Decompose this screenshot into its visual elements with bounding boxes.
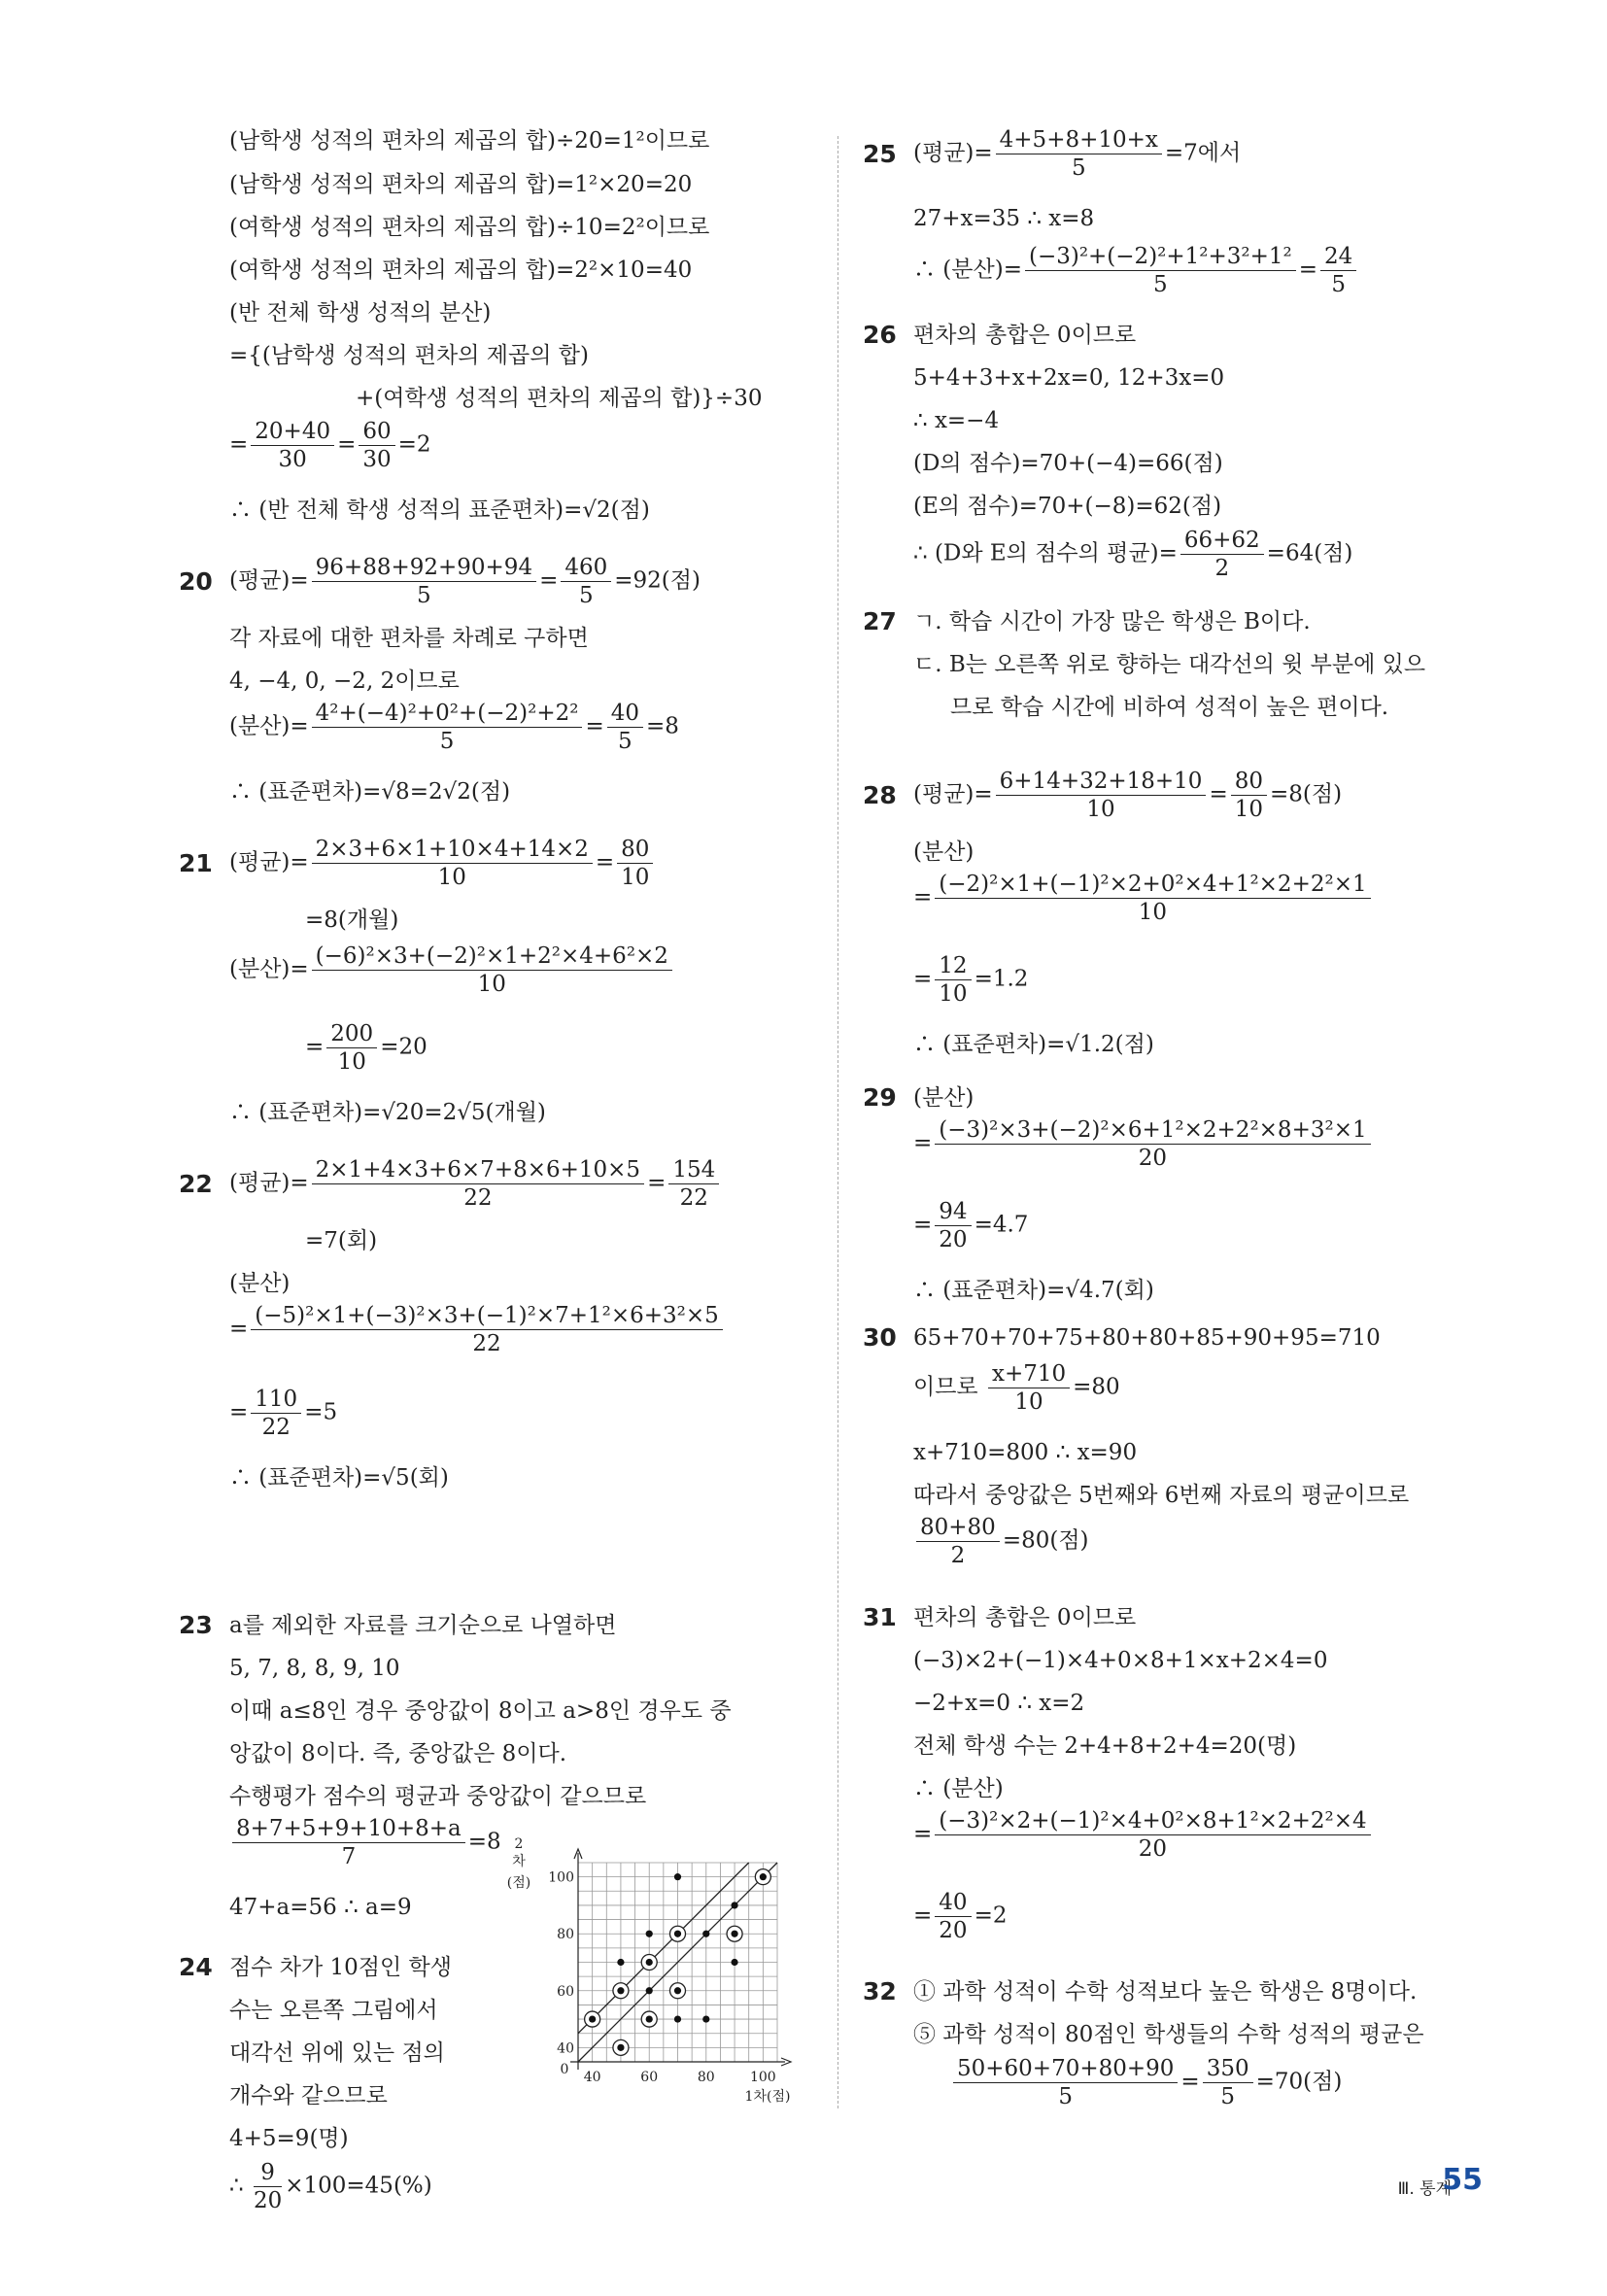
problem-number: 30 xyxy=(863,1323,897,1352)
text-line: ∴ (반 전체 학생 성적의 표준편차)=√2(점) xyxy=(229,497,650,523)
problem-number: 26 xyxy=(863,321,897,349)
math-line: (평균)= $\frac{6+14+32+18+10}{10}$ = $\frac{80}{10}$ =8(점) xyxy=(913,769,1343,822)
math-line: ∴ (D와 E의 점수의 평균)= $\frac{66+62}{2}$ =64(점) xyxy=(913,528,1353,581)
text-line: 편차의 총합은 0이므로 xyxy=(913,1605,1137,1630)
text-line: (남학생 성적의 편차의 제곱의 합)÷20=1²이므로 xyxy=(229,128,710,154)
text-line: =8(개월) xyxy=(305,908,399,933)
text-line: ∴ (표준편차)=√20=2√5(개월) xyxy=(229,1100,546,1125)
scatter-point xyxy=(674,1931,681,1937)
text-line: 수는 오른쪽 그림에서 xyxy=(229,1998,438,2023)
text-line: ㄱ. 학습 시간이 가장 많은 학생은 B이다. xyxy=(913,609,1311,634)
math-line: = $\frac{94}{20}$ =4.7 xyxy=(913,1199,1029,1252)
text-line: 전체 학생 수는 2+4+8+2+4=20(명) xyxy=(913,1733,1297,1759)
section-label: Ⅲ. 통계 xyxy=(1397,2179,1452,2199)
text-line: 수행평가 점수의 평균과 중앙값이 같으므로 xyxy=(229,1784,647,1809)
fraction: $\frac{24}{5}$ xyxy=(1320,243,1356,298)
scatter-point xyxy=(646,2015,653,2022)
math-line: = $\frac{20+40}{30}$ = $\frac{60}{30}$ =2 xyxy=(229,419,431,472)
fraction: $\frac{460}{5}$ xyxy=(561,554,611,609)
text-line: 65+70+70+75+80+80+85+90+95=710 xyxy=(913,1325,1381,1351)
problem-number: 21 xyxy=(179,849,213,877)
text-line: 앙값이 8이다. 즉, 중앙값은 8이다. xyxy=(229,1741,567,1766)
x-axis-label: 1차(점) xyxy=(744,2089,791,2105)
fraction: $\frac{4+5+8+10+x}{5}$ xyxy=(996,126,1162,182)
math-line: = $\frac{40}{20}$ =2 xyxy=(913,1890,1008,1943)
fraction: $\frac{\text{(−3)²×2+(−1)²×4+0²×8+1²×2+2²×4}}{20}$ xyxy=(935,1807,1370,1863)
text-line: 5, 7, 8, 8, 9, 10 xyxy=(229,1656,400,1681)
fraction: $\frac{\text{4²+(−4)²+0²+(−2)²+2²}}{5}$ xyxy=(312,700,583,755)
fraction: $\frac{\text{(−5)²×1+(−3)²×3+(−1)²×7+1²×6+3²×5}}{22}$ xyxy=(251,1302,723,1357)
math-line: 이므로 $\frac{x+710}{10}$ =80 xyxy=(913,1361,1120,1415)
text-line: 이때 a≤8인 경우 중앙값이 8이고 a>8인 경우도 중 xyxy=(229,1698,732,1724)
fraction: $\frac{40}{5}$ xyxy=(607,700,643,755)
fraction: $\frac{\text{(−6)²×3+(−2)²×1+2²×4+6²×2}}{10}$ xyxy=(312,942,672,998)
fraction: $\frac{350}{5}$ xyxy=(1203,2055,1253,2110)
text-line: (여학생 성적의 편차의 제곱의 합)=2²×10=40 xyxy=(229,257,693,283)
text-line: (분산) xyxy=(913,840,974,865)
math-line: (평균)= $\frac{2\times 3+6\times 1+10\times 4+14\times 2}{10}$ = $\frac{80}{10}$ xyxy=(229,836,656,891)
fraction: $\frac{94}{20}$ xyxy=(935,1198,971,1253)
math-line: (평균)= $\frac{4+5+8+10+x}{5}$ =7에서 xyxy=(913,127,1242,181)
text-line: ∴ (표준편차)=√1.2(점) xyxy=(913,1032,1154,1057)
text-line: (−3)×2+(−1)×4+0×8+1×x+2×4=0 xyxy=(913,1648,1328,1673)
text-line: 점수 차가 10점인 학생 xyxy=(229,1955,452,1980)
math-line: $\frac{8+7+5+9+10+8+a}{7}$ =8 xyxy=(229,1815,501,1870)
text-line: 4, −4, 0, −2, 2이므로 xyxy=(229,668,460,694)
problem-number: 27 xyxy=(863,607,897,635)
scatter-point xyxy=(674,2015,681,2022)
text-line: 대각선 위에 있는 점의 xyxy=(229,2040,445,2066)
text-line: ∴ (분산) xyxy=(913,1776,1004,1801)
math-line: (분산)= $\frac{\text{4²+(−4)²+0²+(−2)²+2²}}{5}$ = $\frac{40}{5}$ =8 xyxy=(229,701,679,754)
text-line: ∴ (표준편차)=√8=2√2(점) xyxy=(229,779,511,805)
problem-number: 22 xyxy=(179,1170,213,1198)
text-line: (반 전체 학생 성적의 분산) xyxy=(229,300,492,326)
fraction: $\frac{x+710}{10}$ xyxy=(988,1360,1070,1416)
scatter-point xyxy=(617,1959,624,1966)
text-line: 편차의 총합은 0이므로 xyxy=(913,323,1137,348)
fraction: $\frac{\text{(−3)²×3+(−2)²×6+1²×2+2²×8+3²×1}}{20}$ xyxy=(935,1116,1370,1172)
text-line: ∴ (표준편차)=√5(회) xyxy=(229,1465,449,1491)
problem-number: 24 xyxy=(179,1953,213,1981)
y-tick-label: 100 xyxy=(548,1869,574,1886)
fraction: $\frac{8+7+5+9+10+8+a}{7}$ xyxy=(232,1815,465,1870)
y-tick-label: 40 xyxy=(557,2040,574,2057)
fraction: $\frac{96+88+92+90+94}{5}$ xyxy=(312,554,536,609)
x-tick-label: 100 xyxy=(749,2070,776,2085)
x-tick-label: 80 xyxy=(697,2070,715,2085)
y-axis-unit: (점) xyxy=(506,1875,531,1891)
text-line: (여학생 성적의 편차의 제곱의 합)÷10=2²이므로 xyxy=(229,215,710,240)
scatter-plot xyxy=(505,1827,797,2118)
text-line: ∴ (표준편차)=√4.7(회) xyxy=(913,1278,1154,1303)
fraction: $\frac{80}{10}$ xyxy=(1231,768,1267,823)
math-line: (평균)= $\frac{96+88+92+90+94}{5}$ = $\frac{460}{5}$ =92(점) xyxy=(229,555,701,608)
scatter-point xyxy=(731,1959,737,1966)
fraction: $\frac{50+60+70+80+90}{5}$ xyxy=(953,2055,1178,2110)
text-line: (D의 점수)=70+(−4)=66(점) xyxy=(913,451,1223,476)
scatter-point xyxy=(646,1931,653,1937)
x-tick-label: 60 xyxy=(640,2070,659,2085)
math-line: $\frac{50+60+70+80+90}{5}$ = $\frac{350}{5}$ =70(점) xyxy=(950,2055,1342,2110)
scatter-point xyxy=(702,1931,709,1937)
scatter-point xyxy=(674,1873,681,1880)
y-tick-label: 60 xyxy=(557,1983,574,2000)
text-line: 4+5=9(명) xyxy=(229,2126,349,2151)
fraction: $\frac{66+62}{2}$ xyxy=(1180,527,1264,582)
text-line: x+710=800 ∴ x=90 xyxy=(913,1440,1138,1465)
text-line: ① 과학 성적이 수학 성적보다 높은 학생은 8명이다. xyxy=(913,1979,1418,2005)
text-line: 5+4+3+x+2x=0, 12+3x=0 xyxy=(913,365,1225,391)
fraction: $\frac{20+40}{30}$ xyxy=(251,418,334,473)
y-tick-label: 80 xyxy=(557,1927,574,1943)
fraction: $\frac{\text{(−2)²×1+(−1)²×2+0²×4+1²×2+2²×1}}{10}$ xyxy=(935,871,1370,926)
text-line: ={(남학생 성적의 편차의 제곱의 합) xyxy=(229,343,589,368)
text-line: 47+a=56 ∴ a=9 xyxy=(229,1895,412,1920)
problem-number: 32 xyxy=(863,1977,897,2005)
fraction: $\frac{\text{(−3)²+(−2)²+1²+3²+1²}}{5}$ xyxy=(1025,243,1296,298)
scatter-point xyxy=(617,1987,624,1994)
scatter-point xyxy=(760,1873,767,1880)
fraction: $\frac{2\times 3+6\times 1+10\times 4+14\times 2}{10}$ xyxy=(312,836,593,891)
fraction: $\frac{12}{10}$ xyxy=(935,952,971,1008)
fraction: $\frac{6+14+32+18+10}{10}$ xyxy=(996,768,1207,823)
math-line: (분산)= $\frac{\text{(−6)²×3+(−2)²×1+2²×4+6²×2}}{10}$ xyxy=(229,942,675,998)
math-line: = $\frac{\text{(−3)²×2+(−1)²×4+0²×8+1²×2+2²×4}}{20}$ xyxy=(913,1807,1374,1863)
text-line: 27+x=35 ∴ x=8 xyxy=(913,206,1095,231)
text-line: +(여학생 성적의 편차의 제곱의 합)}÷30 xyxy=(356,386,763,411)
x-tick-label: 0 xyxy=(560,2062,569,2077)
text-line: 각 자료에 대한 편차를 차례로 구하면 xyxy=(229,626,589,651)
math-line: ∴ (분산)= $\frac{\text{(−3)²+(−2)²+1²+3²+1²}}{5}$ = $\frac{24}{5}$ xyxy=(913,243,1359,298)
problem-number: 31 xyxy=(863,1603,897,1631)
scatter-point xyxy=(731,1902,737,1908)
math-line: $\frac{80+80}{2}$ =80(점) xyxy=(913,1514,1089,1569)
problem-number: 28 xyxy=(863,781,897,809)
text-line: a를 제외한 자료를 크기순으로 나열하면 xyxy=(229,1613,617,1638)
text-line: (남학생 성적의 편차의 제곱의 합)=1²×20=20 xyxy=(229,172,693,197)
fraction: $\frac{154}{22}$ xyxy=(668,1156,719,1212)
text-line: (분산) xyxy=(913,1085,974,1111)
math-line: = $\frac{\text{(−5)²×1+(−3)²×3+(−1)²×7+1²×6+3²×5}}{22}$ xyxy=(229,1302,726,1357)
fraction: $\frac{60}{30}$ xyxy=(359,418,394,473)
math-line: = $\frac{\text{(−2)²×1+(−1)²×2+0²×4+1²×2+2²×1}}{10}$ xyxy=(913,871,1374,926)
text-line: 따라서 중앙값은 5번째와 6번째 자료의 평균이므로 xyxy=(913,1483,1410,1508)
x-tick-label: 40 xyxy=(583,2070,601,2085)
math-line: = $\frac{\text{(−3)²×3+(−2)²×6+1²×2+2²×8+3²×1}}{20}$ xyxy=(913,1116,1374,1172)
math-line: (평균)= $\frac{2\times 1+4\times 3+6\times 7+8\times 6+10\times 5}{22}$ = $\frac{154}{22}$ xyxy=(229,1156,722,1212)
y-axis-label: 차 xyxy=(512,1854,526,1869)
fraction: $\frac{200}{10}$ xyxy=(326,1020,377,1076)
text-line: 므로 학습 시간에 비하여 성적이 높은 편이다. xyxy=(950,695,1389,720)
math-line: = $\frac{200}{10}$ =20 xyxy=(305,1021,427,1075)
fraction: $\frac{80+80}{2}$ xyxy=(916,1514,1000,1569)
text-line: −2+x=0 ∴ x=2 xyxy=(913,1691,1085,1716)
text-line: (분산) xyxy=(229,1271,291,1296)
scatter-point xyxy=(731,1931,737,1937)
page-number: 55 xyxy=(1442,2163,1483,2197)
math-line: = $\frac{110}{22}$ =5 xyxy=(229,1387,338,1440)
text-line: =7(회) xyxy=(305,1228,378,1253)
text-line: ㄷ. B는 오른쪽 위로 향하는 대각선의 윗 부분에 있으 xyxy=(913,652,1426,677)
problem-number: 23 xyxy=(179,1611,213,1639)
text-line: 개수와 같으므로 xyxy=(229,2083,388,2108)
scatter-point xyxy=(589,2015,596,2022)
text-line: (E의 점수)=70+(−8)=62(점) xyxy=(913,494,1222,519)
fraction: $\frac{2\times 1+4\times 3+6\times 7+8\times 6+10\times 5}{22}$ xyxy=(312,1156,644,1212)
fraction: $\frac{9}{20}$ xyxy=(253,2160,283,2213)
problem-number: 25 xyxy=(863,140,897,168)
column-divider xyxy=(838,136,839,2108)
scatter-point xyxy=(646,1987,653,1994)
text-line: ∴ x=−4 xyxy=(913,408,1000,433)
math-line: = $\frac{12}{10}$ =1.2 xyxy=(913,953,1029,1007)
fraction: $\frac{40}{20}$ xyxy=(935,1889,971,1944)
problem-number: 29 xyxy=(863,1083,897,1112)
math-line: ∴ $\frac{9}{20}$ ×100=45(%) xyxy=(229,2160,432,2213)
scatter-point xyxy=(617,2044,624,2051)
fraction: $\frac{80}{10}$ xyxy=(617,836,653,891)
fraction: $\frac{110}{22}$ xyxy=(251,1386,301,1441)
problem-number: 20 xyxy=(179,567,213,596)
scatter-point xyxy=(674,1987,681,1994)
text-line: ⑤ 과학 성적이 80점인 학생들의 수학 성적의 평균은 xyxy=(913,2022,1424,2047)
y-axis-label: 2 xyxy=(514,1836,524,1852)
scatter-point xyxy=(646,1959,653,1966)
scatter-point xyxy=(702,2015,709,2022)
